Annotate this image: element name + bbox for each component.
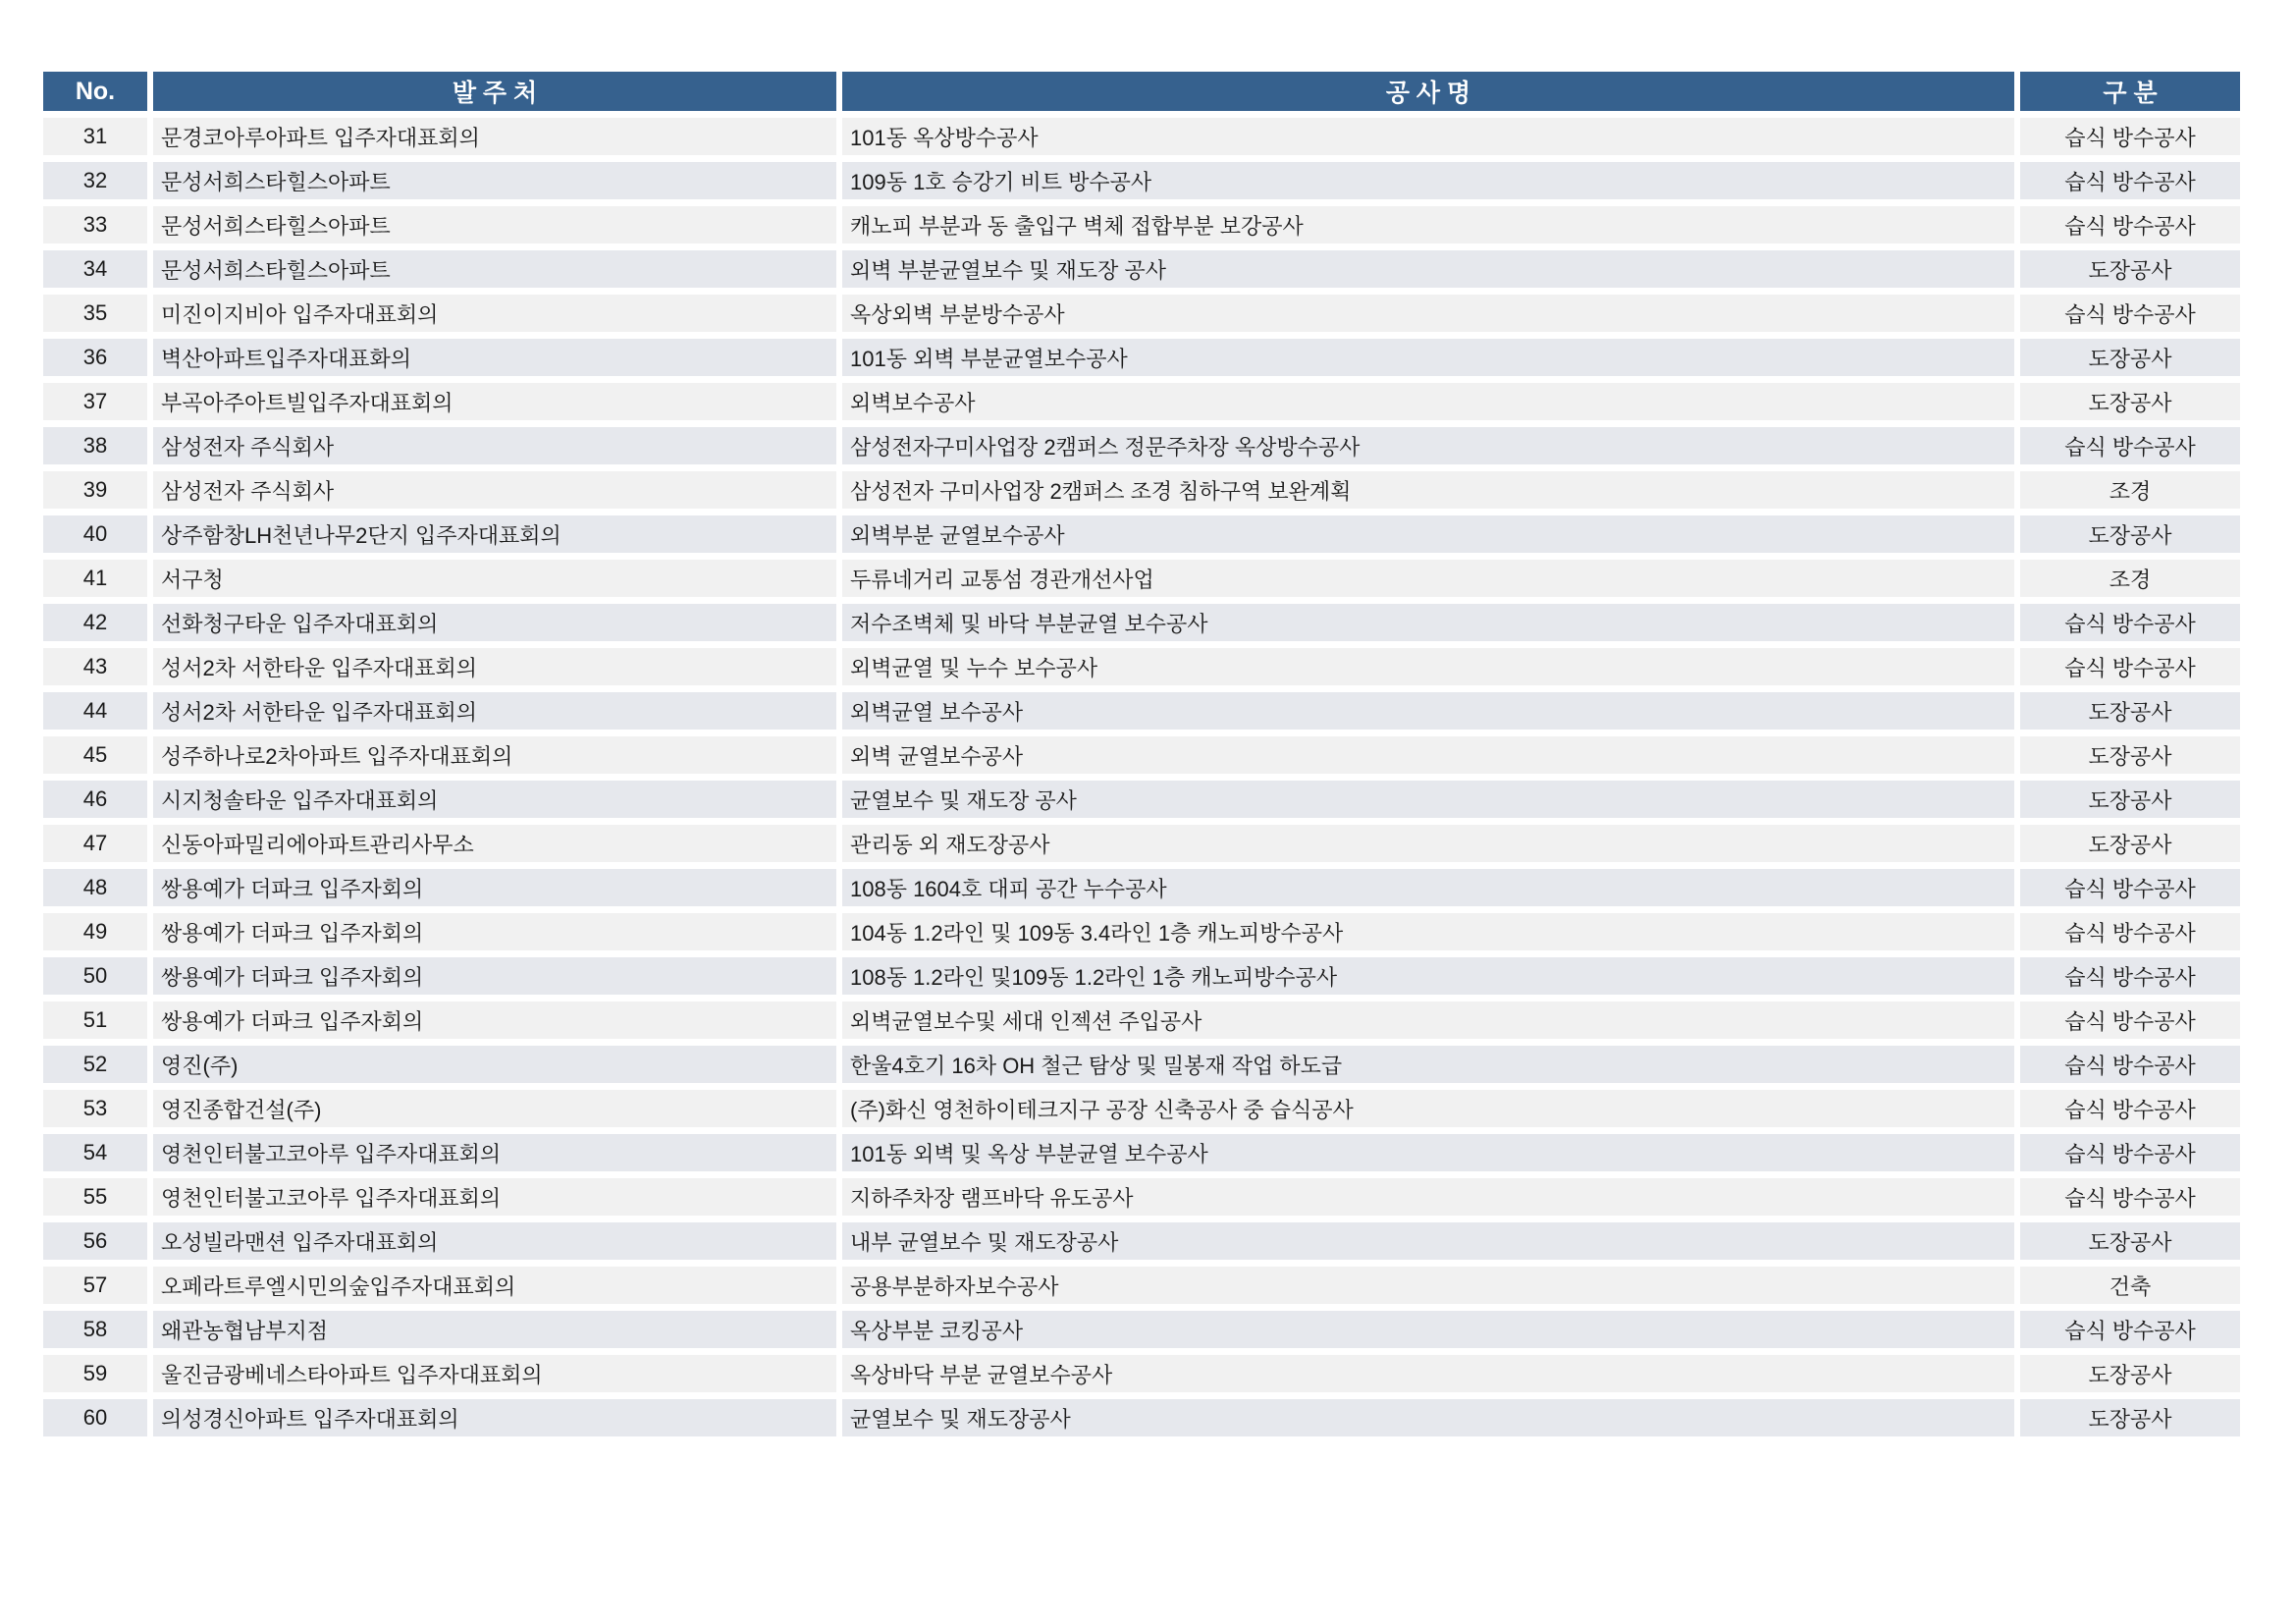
header-client: 발 주 처 — [153, 72, 836, 111]
table-row — [43, 1399, 2240, 1436]
cell-category: 습식 방수공사 — [2020, 118, 2240, 155]
table-row — [43, 427, 2240, 464]
cell-client: 영진(주) — [153, 1046, 836, 1083]
cell-no: 33 — [43, 206, 147, 244]
cell-category: 도장공사 — [2020, 515, 2240, 553]
cell-category: 도장공사 — [2020, 1355, 2240, 1392]
cell-client: 벽산아파트입주자대표화의 — [153, 339, 836, 376]
table-row — [43, 1001, 2240, 1039]
cell-client: 성서2차 서한타운 입주자대표회의 — [153, 692, 836, 730]
cell-project: 옥상바닥 부분 균열보수공사 — [842, 1355, 2014, 1392]
cell-project: 104동 1.2라인 및 109동 3.4라인 1층 캐노피방수공사 — [842, 913, 2014, 950]
cell-client: 쌍용예가 더파크 입주자회의 — [153, 1001, 836, 1039]
cell-category: 습식 방수공사 — [2020, 295, 2240, 332]
cell-category: 습식 방수공사 — [2020, 1178, 2240, 1216]
cell-no: 43 — [43, 648, 147, 685]
cell-no: 50 — [43, 957, 147, 995]
header-category: 구 분 — [2020, 72, 2240, 111]
table-row — [43, 515, 2240, 553]
cell-category: 습식 방수공사 — [2020, 1090, 2240, 1127]
header-project: 공 사 명 — [842, 72, 2014, 111]
cell-client: 문경코아루아파트 입주자대표회의 — [153, 118, 836, 155]
cell-project: 외벽 부분균열보수 및 재도장 공사 — [842, 250, 2014, 288]
cell-category: 습식 방수공사 — [2020, 1046, 2240, 1083]
cell-client: 쌍용예가 더파크 입주자회의 — [153, 957, 836, 995]
cell-no: 56 — [43, 1222, 147, 1260]
cell-category: 조경 — [2020, 560, 2240, 597]
cell-project: (주)화신 영천하이테크지구 공장 신축공사 중 습식공사 — [842, 1090, 2014, 1127]
cell-no: 48 — [43, 869, 147, 906]
cell-project: 101동 옥상방수공사 — [842, 118, 2014, 155]
cell-client: 오페라트루엘시민의숲입주자대표회의 — [153, 1267, 836, 1304]
cell-no: 52 — [43, 1046, 147, 1083]
header-no: No. — [43, 72, 147, 111]
cell-client: 상주함창LH천년나무2단지 입주자대표회의 — [153, 515, 836, 553]
cell-client: 미진이지비아 입주자대표회의 — [153, 295, 836, 332]
cell-project: 저수조벽체 및 바닥 부분균열 보수공사 — [842, 604, 2014, 641]
cell-client: 문성서희스타힐스아파트 — [153, 250, 836, 288]
cell-category: 습식 방수공사 — [2020, 1311, 2240, 1348]
cell-project: 외벽균열 보수공사 — [842, 692, 2014, 730]
cell-no: 59 — [43, 1355, 147, 1392]
cell-category: 도장공사 — [2020, 1399, 2240, 1436]
table-row — [43, 692, 2240, 730]
cell-no: 45 — [43, 736, 147, 774]
cell-no: 38 — [43, 427, 147, 464]
cell-client: 영천인터불고코아루 입주자대표회의 — [153, 1134, 836, 1171]
table-row — [43, 162, 2240, 199]
cell-client: 성주하나로2차아파트 입주자대표회의 — [153, 736, 836, 774]
cell-category: 습식 방수공사 — [2020, 1134, 2240, 1171]
cell-category: 습식 방수공사 — [2020, 957, 2240, 995]
cell-category: 도장공사 — [2020, 825, 2240, 862]
table-row — [43, 250, 2240, 288]
table-row — [43, 295, 2240, 332]
table-row — [43, 1178, 2240, 1216]
cell-client: 오성빌라맨션 입주자대표회의 — [153, 1222, 836, 1260]
cell-project: 옥상부분 코킹공사 — [842, 1311, 2014, 1348]
cell-client: 선화청구타운 입주자대표회의 — [153, 604, 836, 641]
cell-client: 왜관농협남부지점 — [153, 1311, 836, 1348]
cell-client: 울진금광베네스타아파트 입주자대표회의 — [153, 1355, 836, 1392]
table-body — [43, 118, 2240, 1436]
cell-client: 영천인터불고코아루 입주자대표회의 — [153, 1178, 836, 1216]
cell-no: 49 — [43, 913, 147, 950]
cell-no: 35 — [43, 295, 147, 332]
cell-project: 균열보수 및 재도장 공사 — [842, 781, 2014, 818]
table-row — [43, 1046, 2240, 1083]
cell-client: 신동아파밀리에아파트관리사무소 — [153, 825, 836, 862]
cell-project: 두류네거리 교통섬 경관개선사업 — [842, 560, 2014, 597]
cell-project: 101동 외벽 부분균열보수공사 — [842, 339, 2014, 376]
cell-category: 도장공사 — [2020, 383, 2240, 420]
cell-no: 60 — [43, 1399, 147, 1436]
cell-category: 도장공사 — [2020, 1222, 2240, 1260]
table-row — [43, 957, 2240, 995]
cell-no: 58 — [43, 1311, 147, 1348]
cell-client: 서구청 — [153, 560, 836, 597]
table-row — [43, 913, 2240, 950]
cell-no: 46 — [43, 781, 147, 818]
cell-category: 습식 방수공사 — [2020, 1001, 2240, 1039]
table-row — [43, 604, 2240, 641]
cell-project: 외벽보수공사 — [842, 383, 2014, 420]
cell-category: 습식 방수공사 — [2020, 648, 2240, 685]
cell-no: 31 — [43, 118, 147, 155]
cell-project: 108동 1.2라인 및109동 1.2라인 1층 캐노피방수공사 — [842, 957, 2014, 995]
cell-no: 37 — [43, 383, 147, 420]
cell-no: 40 — [43, 515, 147, 553]
table-row — [43, 1222, 2240, 1260]
cell-project: 외벽균열보수및 세대 인젝션 주입공사 — [842, 1001, 2014, 1039]
cell-no: 53 — [43, 1090, 147, 1127]
cell-category: 도장공사 — [2020, 692, 2240, 730]
cell-no: 57 — [43, 1267, 147, 1304]
table-header-row — [43, 72, 2240, 111]
cell-category: 건축 — [2020, 1267, 2240, 1304]
cell-no: 36 — [43, 339, 147, 376]
cell-project: 108동 1604호 대피 공간 누수공사 — [842, 869, 2014, 906]
cell-no: 42 — [43, 604, 147, 641]
cell-category: 도장공사 — [2020, 736, 2240, 774]
table-row — [43, 869, 2240, 906]
cell-client: 쌍용예가 더파크 입주자회의 — [153, 869, 836, 906]
cell-project: 109동 1호 승강기 비트 방수공사 — [842, 162, 2014, 199]
table-row — [43, 206, 2240, 244]
cell-client: 삼성전자 주식회사 — [153, 471, 836, 509]
table-row — [43, 339, 2240, 376]
table-row — [43, 825, 2240, 862]
table-row — [43, 1311, 2240, 1348]
cell-client: 성서2차 서한타운 입주자대표회의 — [153, 648, 836, 685]
cell-no: 41 — [43, 560, 147, 597]
cell-no: 44 — [43, 692, 147, 730]
cell-no: 39 — [43, 471, 147, 509]
cell-project: 외벽균열 및 누수 보수공사 — [842, 648, 2014, 685]
cell-project: 옥상외벽 부분방수공사 — [842, 295, 2014, 332]
table-row — [43, 781, 2240, 818]
cell-category: 습식 방수공사 — [2020, 913, 2240, 950]
cell-project: 내부 균열보수 및 재도장공사 — [842, 1222, 2014, 1260]
cell-client: 의성경신아파트 입주자대표회의 — [153, 1399, 836, 1436]
cell-no: 32 — [43, 162, 147, 199]
cell-no: 34 — [43, 250, 147, 288]
cell-client: 영진종합건설(주) — [153, 1090, 836, 1127]
cell-category: 습식 방수공사 — [2020, 162, 2240, 199]
cell-no: 47 — [43, 825, 147, 862]
table-row — [43, 118, 2240, 155]
table-row — [43, 1267, 2240, 1304]
construction-work-table — [37, 65, 2246, 1443]
cell-client: 시지청솔타운 입주자대표회의 — [153, 781, 836, 818]
table-row — [43, 1090, 2240, 1127]
cell-category: 습식 방수공사 — [2020, 604, 2240, 641]
cell-category: 습식 방수공사 — [2020, 427, 2240, 464]
cell-no: 55 — [43, 1178, 147, 1216]
table-row — [43, 648, 2240, 685]
cell-category: 도장공사 — [2020, 339, 2240, 376]
table-row — [43, 471, 2240, 509]
cell-category: 도장공사 — [2020, 781, 2240, 818]
cell-project: 삼성전자구미사업장 2캠퍼스 정문주차장 옥상방수공사 — [842, 427, 2014, 464]
cell-client: 삼성전자 주식회사 — [153, 427, 836, 464]
cell-no: 51 — [43, 1001, 147, 1039]
cell-project: 공용부분하자보수공사 — [842, 1267, 2014, 1304]
cell-project: 외벽 균열보수공사 — [842, 736, 2014, 774]
table-row — [43, 1355, 2240, 1392]
cell-category: 습식 방수공사 — [2020, 869, 2240, 906]
cell-project: 삼성전자 구미사업장 2캠퍼스 조경 침하구역 보완계획 — [842, 471, 2014, 509]
cell-project: 외벽부분 균열보수공사 — [842, 515, 2014, 553]
cell-project: 지하주차장 램프바닥 유도공사 — [842, 1178, 2014, 1216]
cell-no: 54 — [43, 1134, 147, 1171]
cell-category: 습식 방수공사 — [2020, 206, 2240, 244]
table-row — [43, 383, 2240, 420]
cell-client: 쌍용예가 더파크 입주자회의 — [153, 913, 836, 950]
table-row — [43, 736, 2240, 774]
table-row — [43, 1134, 2240, 1171]
cell-project: 101동 외벽 및 옥상 부분균열 보수공사 — [842, 1134, 2014, 1171]
cell-client: 문성서희스타힐스아파트 — [153, 162, 836, 199]
cell-project: 균열보수 및 재도장공사 — [842, 1399, 2014, 1436]
cell-project: 캐노피 부분과 동 출입구 벽체 접합부분 보강공사 — [842, 206, 2014, 244]
table-row — [43, 560, 2240, 597]
cell-client: 문성서희스타힐스아파트 — [153, 206, 836, 244]
cell-category: 조경 — [2020, 471, 2240, 509]
cell-category: 도장공사 — [2020, 250, 2240, 288]
cell-project: 관리동 외 재도장공사 — [842, 825, 2014, 862]
cell-client: 부곡아주아트빌입주자대표회의 — [153, 383, 836, 420]
cell-project: 한울4호기 16차 OH 철근 탐상 및 밀봉재 작업 하도급 — [842, 1046, 2014, 1083]
